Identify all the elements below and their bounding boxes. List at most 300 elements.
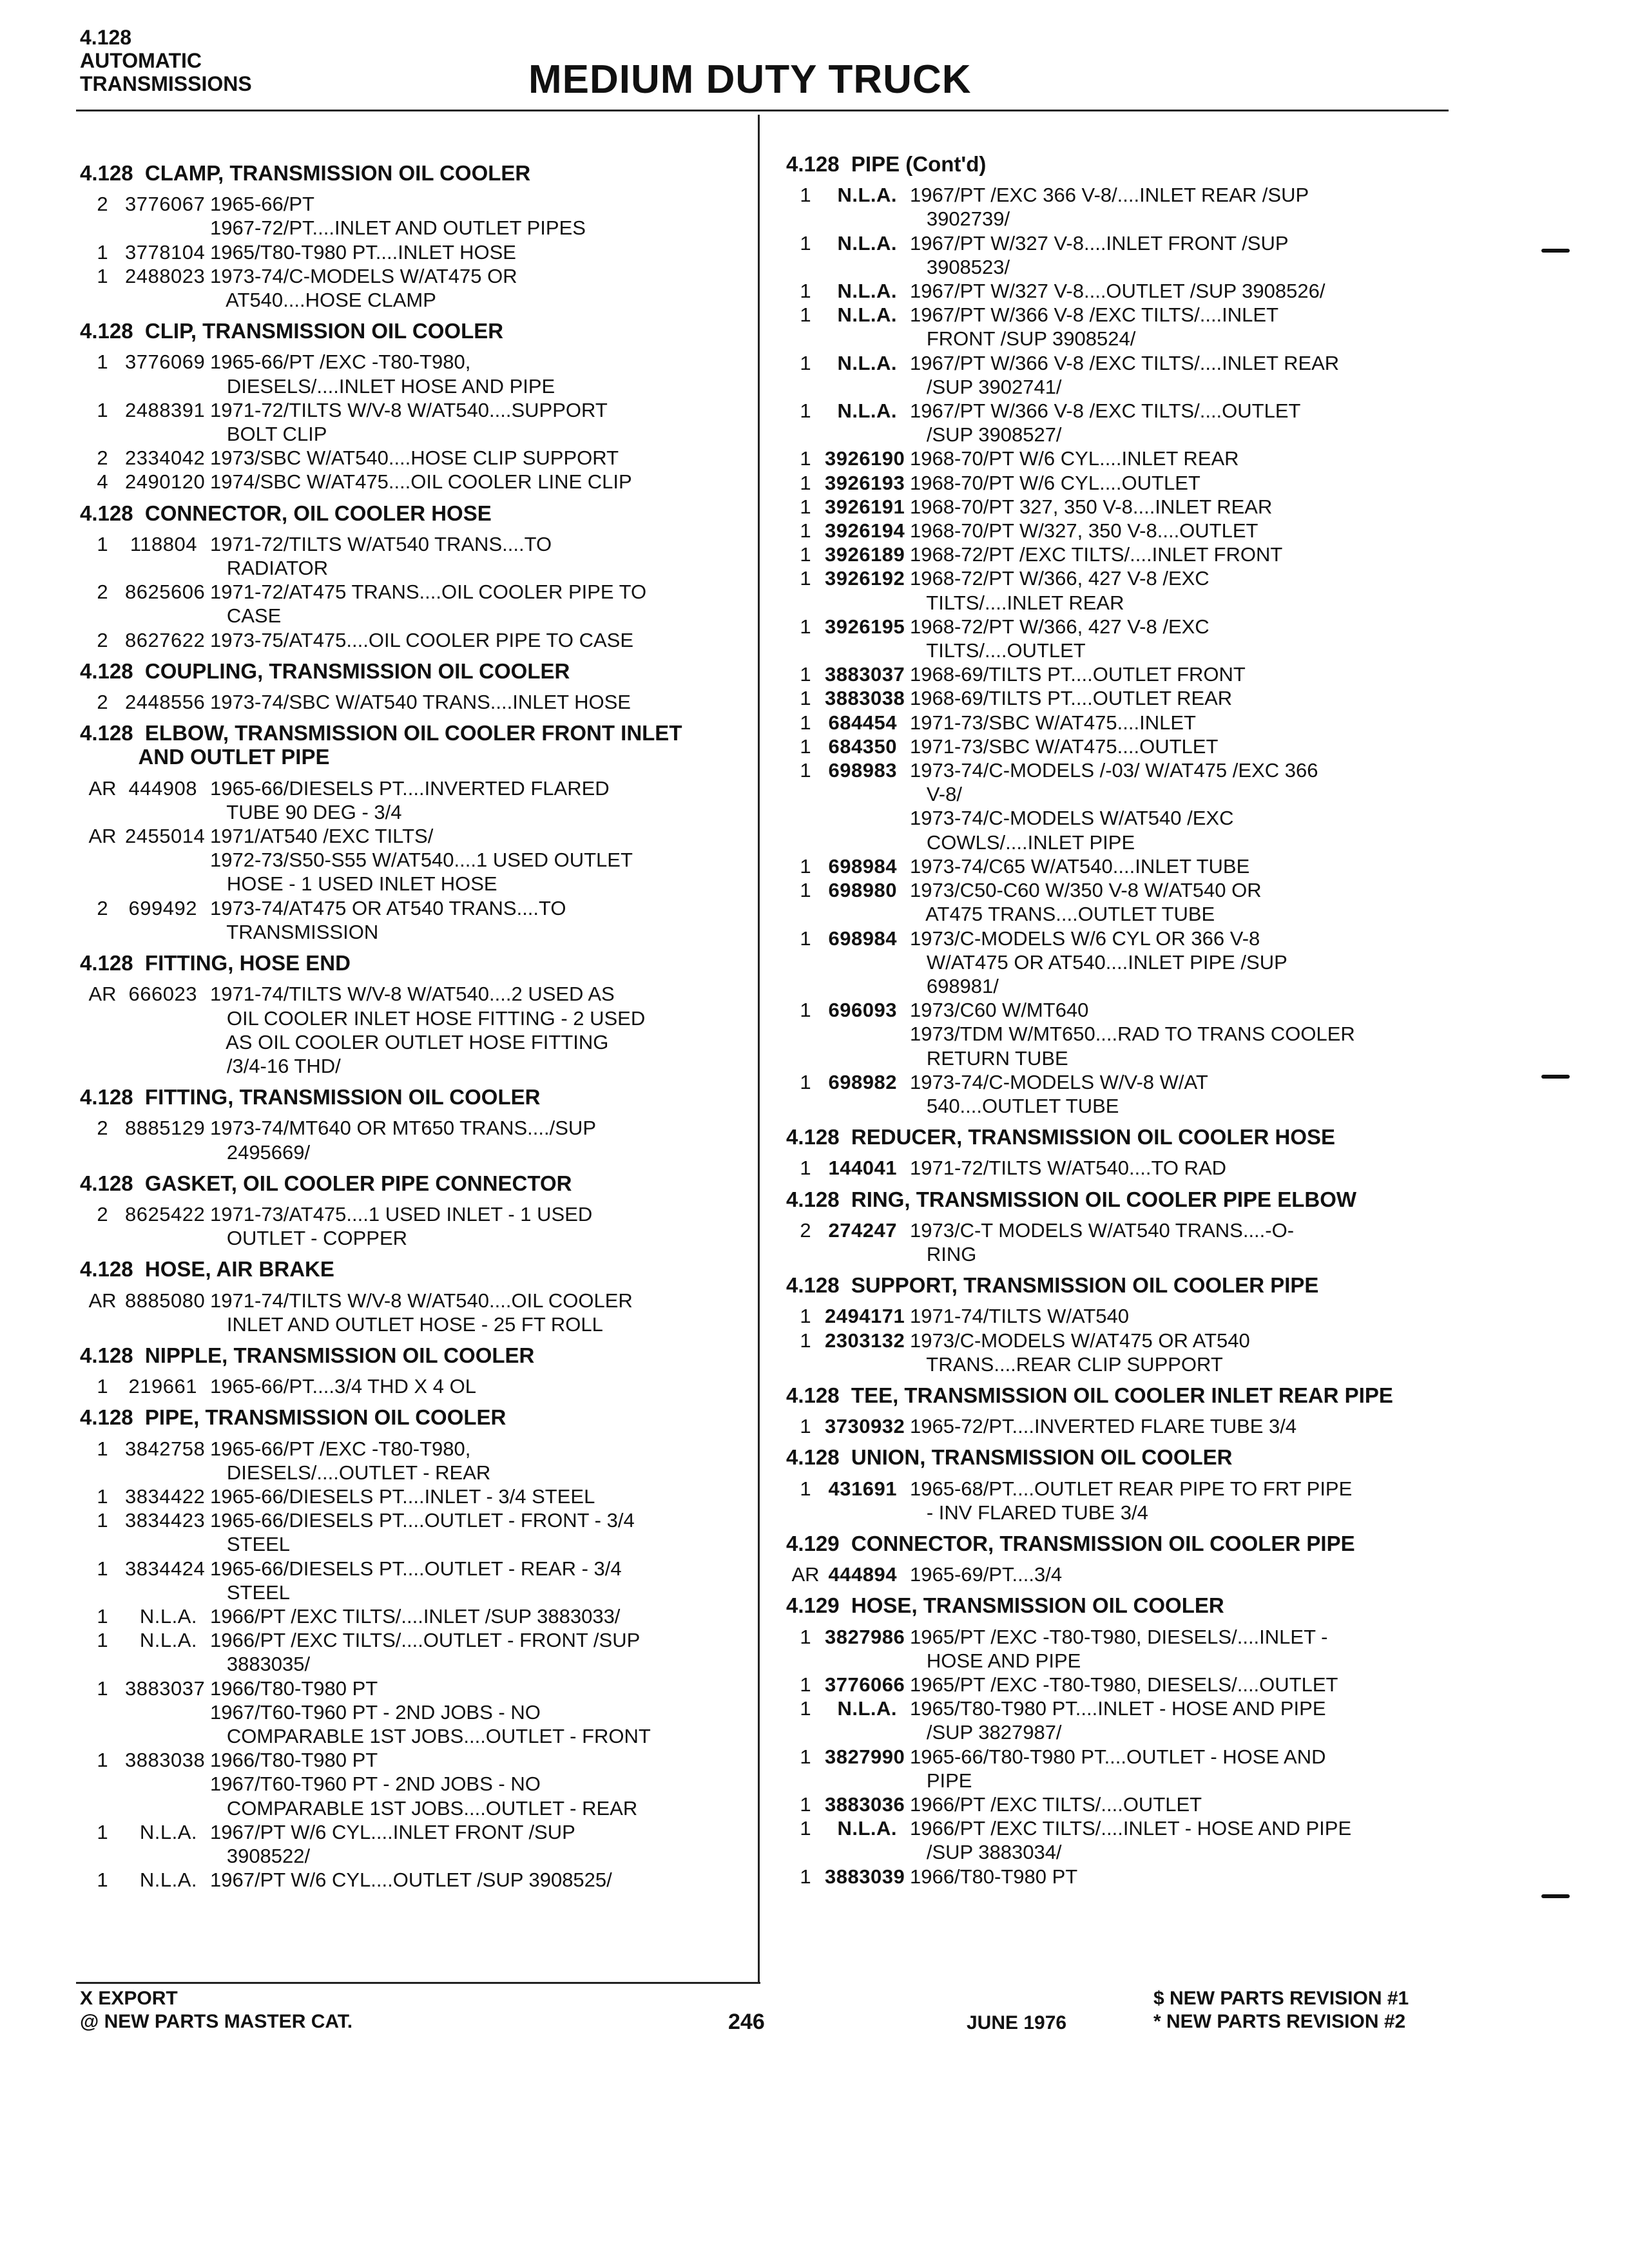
description-line: 3908522/ [210,1845,311,1867]
description-line: /SUP 3827987/ [910,1721,1062,1744]
description-line: 1973/C-MODELS W/6 CYL OR 366 V-8 [910,927,1260,950]
part-row [80,350,763,398]
description-line: 1974/SBC W/AT475....OIL COOLER LINE CLIP [210,470,632,494]
section-heading: 4.128 SUPPORT, TRANSMISSION OIL COOLER PIPE [786,1273,1319,1298]
description-line: 1965-66/PT [210,193,314,216]
part-quantity: 1 [800,999,811,1022]
description-line: 1971-73/AT475....1 USED INLET - 1 USED [210,1202,593,1225]
part-quantity: 2 [97,896,108,919]
description-line: OIL COOLER INLET HOSE FITTING - 2 USED [210,1006,646,1030]
description-line: 1967/PT W/6 CYL....OUTLET /SUP 3908525/ [210,1869,612,1892]
part-description [210,896,674,944]
description-line: 1965-66/PT /EXC -T80-T980, [210,1437,471,1460]
part-description [210,1557,674,1604]
part-quantity: 2 [97,691,108,714]
description-line: STEEL [210,1581,291,1604]
part-number: 144041 [828,1157,897,1180]
part-description [910,303,1387,351]
description-line: 1968-72/PT W/366, 427 V-8 /EXC [910,567,1210,590]
part-quantity: 1 [97,1629,108,1652]
part-description [210,982,674,1078]
part-row [786,758,1469,854]
part-quantity: 1 [97,351,108,374]
part-description [210,532,674,580]
description-line: 1967-72/PT....INLET AND OUTLET PIPES [210,216,586,240]
part-number: 666023 [128,983,197,1006]
part-quantity: 1 [800,1157,811,1180]
part-row [786,183,1469,231]
part-description [210,1677,674,1749]
part-row [786,1156,1469,1180]
part-row [786,351,1469,399]
description-line: AS OIL COOLER OUTLET HOSE FITTING [210,1030,609,1053]
section-heading: 4.128 CLIP, TRANSMISSION OIL COOLER [80,319,504,343]
description-line: 1967/PT W/327 V-8....OUTLET /SUP 3908526/ [910,280,1325,303]
description-line: 1965/T80-T980 PT....INLET - HOSE AND PIPE [910,1697,1326,1720]
part-description [210,628,674,652]
part-number: 8625606 [125,581,206,604]
description-line: TUBE 90 DEG - 3/4 [210,800,402,823]
part-number: N.L.A. [837,1817,897,1840]
description-line: AT540....HOSE CLAMP [210,289,436,312]
description-line: 1965/PT /EXC -T80-T980, DIESELS/....OUTLET [910,1673,1338,1696]
part-row [80,628,763,652]
part-row [80,580,763,628]
description-line: 1973-74/C-MODELS W/AT540 /EXC [910,807,1234,830]
part-description [910,1816,1387,1864]
part-description [210,1485,674,1508]
description-line: COMPARABLE 1ST JOBS....OUTLET - REAR [210,1796,638,1820]
part-number: 3926193 [825,471,905,494]
description-line: TILTS/....OUTLET [910,639,1086,662]
part-quantity: 1 [800,1697,811,1720]
part-description [910,1304,1387,1328]
part-row [80,470,763,494]
part-number: 698980 [828,879,897,902]
description-line: 1965-68/PT....OUTLET REAR PIPE TO FRT PIPE [910,1477,1353,1500]
part-row [80,532,763,580]
description-line: 1966/PT /EXC TILTS/....INLET - HOSE AND PIPE [910,1817,1352,1840]
part-row [786,1304,1469,1328]
part-row [80,982,763,1078]
part-description [910,758,1387,854]
part-description [910,399,1387,447]
part-number: 2488023 [125,264,206,287]
part-row [786,615,1469,662]
part-number: 3883037 [125,1677,206,1700]
description-line: 1966/T80-T980 PT [910,1865,1078,1888]
category-line-1: AUTOMATIC [80,49,202,72]
part-quantity: AR [88,776,117,800]
description-line: HOSE AND PIPE [910,1649,1081,1672]
part-quantity: 1 [800,1673,811,1696]
part-quantity: 2 [97,628,108,651]
part-number: 8627622 [125,628,206,651]
description-line: 1971-74/TILTS W/V-8 W/AT540....2 USED AS [210,983,615,1006]
part-description [210,398,674,446]
part-row [80,1116,763,1164]
description-line: 1967/PT W/366 V-8 /EXC TILTS/....INLET [910,303,1279,327]
part-number: 3834424 [125,1557,206,1580]
part-quantity: 1 [800,1817,811,1840]
description-line: RADIATOR [210,557,329,580]
section-heading: 4.128 TEE, TRANSMISSION OIL COOLER INLET REAR PIPE [786,1383,1393,1407]
part-description [210,240,674,264]
section-heading: 4.129 HOSE, TRANSMISSION OIL COOLER [786,1593,1224,1618]
part-description [910,1414,1387,1438]
description-line: 1965-66/DIESELS PT....OUTLET - REAR - 3/4 [210,1557,622,1580]
part-description [910,1865,1387,1888]
part-description [210,264,674,312]
part-description [210,690,674,714]
part-row [80,1374,763,1398]
part-number: 3776069 [125,351,206,374]
part-quantity: 4 [97,470,108,494]
part-row [786,566,1469,614]
part-number: 3883038 [125,1749,206,1772]
part-number: 699492 [128,896,197,919]
part-description [210,1628,674,1676]
part-row [786,854,1469,878]
part-row [80,1289,763,1336]
part-quantity: 1 [800,711,811,734]
description-line: /3/4-16 THD/ [210,1054,341,1077]
section-heading: 4.128 FITTING, TRANSMISSION OIL COOLER [80,1085,541,1110]
page-number: 246 [728,2010,765,2034]
part-row [786,1673,1469,1696]
part-quantity: 1 [97,240,108,264]
part-description [210,776,674,824]
part-number: 118804 [130,532,197,555]
part-quantity: 1 [97,1557,108,1580]
description-line: 1973/C60 W/MT640 [910,999,1089,1022]
description-line: 1968-70/PT 327, 350 V-8....INLET REAR [910,495,1273,518]
part-quantity: 1 [800,1625,811,1648]
part-description [910,566,1387,614]
part-quantity: 1 [800,1865,811,1888]
part-row [80,1437,763,1485]
part-description [210,1748,674,1820]
part-quantity: 1 [97,1869,108,1892]
part-number: 2490120 [125,470,206,494]
part-number: 698982 [828,1070,897,1093]
description-line: 1965/T80-T980 PT....INLET HOSE [210,240,516,264]
part-number: 219661 [128,1375,197,1398]
part-number: 2448556 [125,691,206,714]
description-line: 1971/AT540 /EXC TILTS/ [210,825,434,848]
part-row [80,1820,763,1868]
part-number: 3730932 [825,1415,905,1438]
part-quantity: 1 [97,1437,108,1460]
description-line: 1971-74/TILTS W/AT540 [910,1305,1130,1328]
part-description [910,1070,1387,1118]
part-description [910,279,1387,303]
part-quantity: 1 [800,879,811,902]
part-description [210,446,674,470]
description-line: 1971-72/TILTS W/AT540 TRANS....TO [210,532,552,555]
part-description [910,1625,1387,1673]
part-row [786,1562,1469,1586]
description-line: TILTS/....INLET REAR [910,591,1124,614]
part-row [786,1218,1469,1266]
part-quantity: 2 [97,1117,108,1140]
part-number: 696093 [828,999,897,1022]
part-description [910,1696,1387,1744]
description-line: 1973-74/AT475 OR AT540 TRANS....TO [210,896,566,919]
description-line: /SUP 3902741/ [910,375,1062,398]
part-description [910,1218,1387,1266]
part-number: 3926191 [825,495,905,518]
part-quantity: 1 [800,184,811,207]
left-column [80,161,763,1892]
revision-note-2: * NEW PARTS REVISION #2 [1153,2011,1406,2032]
revision-mark [1541,1894,1570,1898]
part-description [210,1374,674,1398]
part-number: N.L.A. [837,231,897,255]
description-line: 1973-74/C-MODELS W/AT475 OR [210,264,517,287]
part-quantity: AR [88,1289,117,1312]
part-description [910,1745,1387,1792]
section-heading: 4.128 ELBOW, TRANSMISSION OIL COOLER FRONT INLET AND OUTLET PIPE [80,721,682,769]
section-heading: 4.129 CONNECTOR, TRANSMISSION OIL COOLER PIPE [786,1531,1355,1555]
section-header [80,26,252,95]
part-description [910,711,1387,735]
part-number: 3883038 [825,687,905,710]
part-row [80,896,763,944]
part-number: 3776067 [125,193,206,216]
description-line: 1965-66/PT /EXC -T80-T980, [210,351,471,374]
description-line: 1973-74/C65 W/AT540....INLET TUBE [910,854,1250,878]
part-row [80,398,763,446]
part-number: N.L.A. [139,1869,197,1892]
section-number: 4.128 [80,26,132,49]
part-quantity: 1 [800,231,811,255]
revision-mark [1541,249,1570,253]
part-number: 3834423 [125,1509,206,1532]
description-line: 1966/PT /EXC TILTS/....OUTLET [910,1793,1202,1816]
part-description [910,543,1387,566]
part-row [80,1557,763,1604]
part-row [786,998,1469,1070]
description-line: 1973-75/AT475....OIL COOLER PIPE TO CASE [210,628,634,651]
description-line: 1968-72/PT /EXC TILTS/....INLET FRONT [910,543,1283,566]
part-quantity: 1 [800,1329,811,1352]
part-quantity: 1 [800,1070,811,1093]
part-description [210,1508,674,1556]
description-line: 3908523/ [910,255,1010,278]
part-description [210,580,674,628]
part-number: N.L.A. [139,1820,197,1843]
part-description [210,1289,674,1336]
part-number: 3827990 [825,1745,905,1768]
part-number: 2494171 [825,1305,905,1328]
part-quantity: 1 [800,735,811,758]
section-heading: 4.128 COUPLING, TRANSMISSION OIL COOLER [80,658,570,683]
part-quantity: 2 [97,1202,108,1225]
part-quantity: 1 [800,567,811,590]
master-cat-note: @ NEW PARTS MASTER CAT. [80,2011,353,2032]
part-row [786,279,1469,303]
part-quantity: 1 [97,1749,108,1772]
part-row [786,303,1469,351]
section-heading: 4.128 PIPE (Cont'd) [786,152,987,176]
part-number: 3778104 [125,240,206,264]
part-number: 2303132 [825,1329,905,1352]
footer-divider [76,1982,760,1984]
part-description [910,735,1387,758]
part-number: 3883037 [825,663,905,686]
part-description [910,471,1387,495]
description-line: 2495669/ [210,1140,311,1164]
section-heading: 4.128 FITTING, HOSE END [80,951,351,975]
description-line: 1967/PT W/327 V-8....INLET FRONT /SUP [910,231,1289,255]
part-row [786,1625,1469,1673]
part-row [80,1868,763,1892]
description-line: 1971-72/TILTS W/AT540....TO RAD [910,1157,1227,1180]
description-line: 1973-74/C-MODELS /-03/ W/AT475 /EXC 366 [910,759,1318,782]
description-line: COMPARABLE 1ST JOBS....OUTLET - FRONT [210,1724,651,1747]
part-row [786,1070,1469,1118]
section-heading: 4.128 CLAMP, TRANSMISSION OIL COOLER [80,161,531,185]
part-description [910,1562,1387,1586]
section-heading: 4.128 PIPE, TRANSMISSION OIL COOLER [80,1405,506,1430]
part-quantity: AR [791,1563,820,1586]
part-quantity: 1 [800,495,811,518]
part-row [80,446,763,470]
part-quantity: 1 [800,1415,811,1438]
part-quantity: 1 [800,1793,811,1816]
description-line: RING [910,1242,977,1265]
part-quantity: 1 [800,927,811,950]
description-line: INLET AND OUTLET HOSE - 25 FT ROLL [210,1312,603,1336]
part-number: N.L.A. [837,351,897,374]
description-line: COWLS/....INLET PIPE [910,831,1135,854]
part-number: N.L.A. [837,303,897,327]
description-line: 1967/PT /EXC 366 V-8/....INLET REAR /SUP [910,184,1309,207]
description-line: CASE [210,604,282,628]
part-description [910,183,1387,231]
description-line: 1966/PT /EXC TILTS/....OUTLET - FRONT /SUP [210,1629,641,1652]
part-row [786,1329,1469,1376]
description-line: - INV FLARED TUBE 3/4 [910,1501,1148,1524]
description-line: 3883035/ [210,1653,311,1676]
part-description [910,519,1387,543]
part-quantity: AR [88,825,117,848]
part-description [210,1202,674,1250]
part-quantity: 1 [800,854,811,878]
description-line: 1973/C50-C60 W/350 V-8 W/AT540 OR [910,879,1262,902]
part-quantity: 1 [800,759,811,782]
part-quantity: 1 [800,615,811,638]
part-number: 684350 [828,735,897,758]
publication-date: JUNE 1976 [967,2012,1067,2033]
part-number: 2488391 [125,398,206,421]
part-quantity: 1 [97,1820,108,1843]
description-line: 1965-72/PT....INVERTED FLARE TUBE 3/4 [910,1415,1297,1438]
description-line: 1967/T60-T960 PT - 2ND JOBS - NO [210,1773,541,1796]
revision-note-1: $ NEW PARTS REVISION #1 [1153,1988,1409,2009]
part-row [80,1604,763,1628]
revision-legend [1153,1987,1409,2033]
part-quantity: 1 [800,303,811,327]
part-description [910,1156,1387,1180]
description-line: 1967/PT W/366 V-8 /EXC TILTS/....INLET REAR [910,351,1340,374]
section-heading: 4.128 GASKET, OIL COOLER PIPE CONNECTOR [80,1171,572,1195]
part-description [210,824,674,896]
part-quantity: 1 [800,519,811,543]
part-row [80,240,763,264]
part-row [80,1508,763,1556]
part-number: N.L.A. [139,1604,197,1628]
part-description [910,1477,1387,1524]
description-line: 3902739/ [910,207,1010,231]
part-description [910,351,1387,399]
part-number: 698983 [828,759,897,782]
part-row [786,1865,1469,1888]
category-line-2: TRANSMISSIONS [80,72,252,95]
part-row [786,471,1469,495]
page-title: MEDIUM DUTY TRUCK [528,57,972,102]
part-description [910,1673,1387,1696]
part-description [910,1329,1387,1376]
part-quantity: 2 [97,447,108,470]
part-number: 3842758 [125,1437,206,1460]
description-line: 1966/T80-T980 PT [210,1677,378,1700]
part-number: 3926195 [825,615,905,638]
part-number: 2334042 [125,447,206,470]
part-number: N.L.A. [837,184,897,207]
description-line: 1965/PT /EXC -T80-T980, DIESELS/....INLET - [910,1625,1328,1648]
description-line: 1965-66/DIESELS PT....OUTLET - FRONT - 3/4 [210,1509,635,1532]
part-row [80,1748,763,1820]
description-line: 1971-72/AT475 TRANS....OIL COOLER PIPE TO [210,581,647,604]
part-number: 3883039 [825,1865,905,1888]
description-line: 1967/PT W/366 V-8 /EXC TILTS/....OUTLET [910,399,1301,423]
section-heading: 4.128 NIPPLE, TRANSMISSION OIL COOLER [80,1343,535,1367]
part-number: 431691 [828,1477,897,1500]
header-divider [76,110,1449,111]
description-line: 1971-72/TILTS W/V-8 W/AT540....SUPPORT [210,398,608,421]
part-row [786,1696,1469,1744]
part-number: N.L.A. [837,1697,897,1720]
description-line: 1973/C-MODELS W/AT475 OR AT540 [910,1329,1250,1352]
right-column [786,152,1469,1888]
part-quantity: 1 [97,1485,108,1508]
description-line: 698981/ [910,974,999,997]
part-quantity: 1 [800,687,811,710]
part-number: 444908 [128,776,197,800]
part-number: 274247 [828,1218,897,1242]
part-quantity: 2 [800,1218,811,1242]
description-line: BOLT CLIP [210,423,327,446]
part-description [210,1868,674,1892]
part-description [910,927,1387,999]
description-line: 1973-74/C-MODELS W/V-8 W/AT [910,1070,1208,1093]
part-number: 8885080 [125,1289,206,1312]
part-quantity: 1 [800,663,811,686]
description-line: W/AT475 OR AT540....INLET PIPE /SUP [910,950,1287,974]
description-line: 1973-74/SBC W/AT540 TRANS....INLET HOSE [210,691,631,714]
description-line: 1965-66/PT....3/4 THD X 4 OL [210,1375,476,1398]
part-number: 8625422 [125,1202,206,1225]
part-number: 2455014 [125,825,206,848]
description-line: 1971-73/SBC W/AT475....INLET [910,711,1196,734]
part-quantity: 1 [800,1305,811,1328]
export-note: X EXPORT [80,1988,178,2009]
part-row [786,447,1469,470]
part-description [910,1792,1387,1816]
part-quantity: 1 [97,398,108,421]
